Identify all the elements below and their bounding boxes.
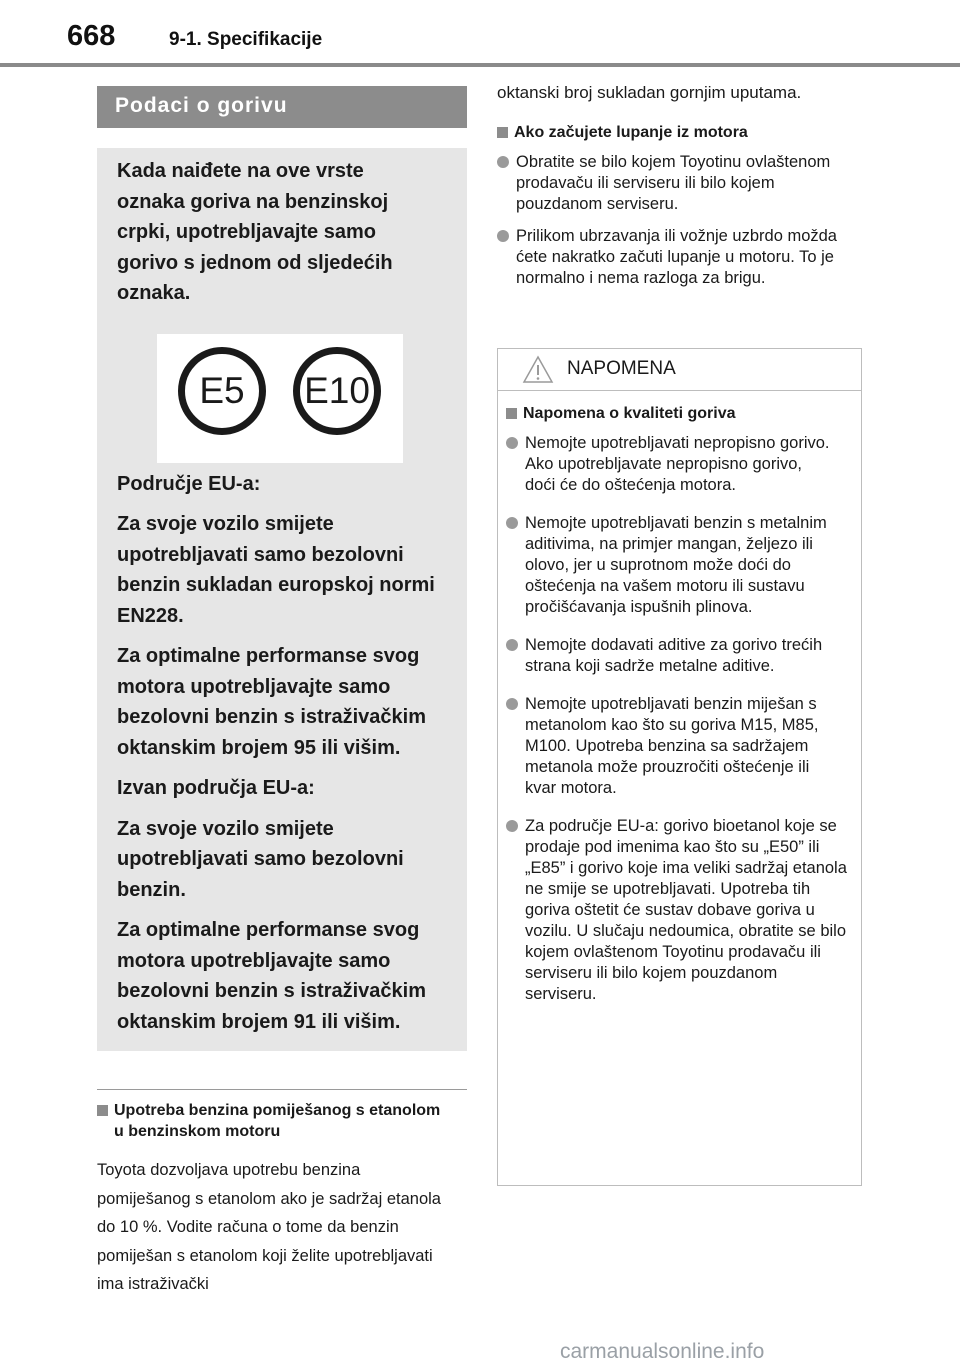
fuel-info-box (97, 148, 467, 1051)
square-bullet-icon (97, 1105, 108, 1116)
notice-bullet-text: Nemojte upotrebljavati nepropisno gorivo. Ako upotrebljavate nepropisno gorivo, doći će do oštećenja motora. (525, 434, 830, 494)
continuation-text: oktanski broj sukladan gornjim uputama. (497, 83, 802, 102)
notice-heading (506, 403, 849, 424)
notice-bullet (506, 816, 849, 1005)
notice-box (497, 348, 862, 1186)
notice-bullet (506, 635, 849, 677)
notice-body (498, 391, 861, 1005)
knock-column (497, 82, 867, 289)
eu-region-label: Područje EU-a: (117, 472, 261, 495)
knock-bullet (497, 152, 867, 215)
section-title: 9-1. Specifikacije (169, 29, 323, 50)
round-bullet-icon (497, 156, 509, 168)
knock-bullet-text: Prilikom ubrzavanja ili vožnje uzbrdo možda ćete nakratko začuti lupanje u motoru. To je normalno i nema razloga za brigu. (516, 227, 837, 287)
fuel-info-title: Podaci o gorivu (97, 86, 467, 128)
notice-title: NAPOMENA (567, 358, 676, 379)
square-bullet-icon (506, 408, 517, 419)
ethanol-heading-text: Upotreba benzina pomiješanog s etanolom u benzinskom motoru (114, 1102, 441, 1140)
knock-bullet (497, 226, 867, 289)
knock-bullet-text: Obratite se bilo kojem Toyotinu ovlaštenom prodavaču ili serviseru ili bilo kojem pouzdanom serviseru. (516, 153, 831, 213)
page-number: 668 (67, 20, 116, 52)
notice-bullet-text: Za područje EU-a: gorivo bioetanol koje se prodaje pod imenima kao što su „E50” ili „E85” i gorivo koje ima veliki sadržaj etanola ne smije se upotrebljavati. Upotreba tih goriva oštetit će sustav dobave goriva u vozilu. U slučaju nedoumica, obratite se bilo kojem ovlaštenom Toyotinu prodavaču ili serviseru ili bilo kojem pouzdanom serviseru. (525, 817, 847, 1003)
fuel-label-e10: E10 (293, 347, 381, 435)
notice-heading-text: Napomena o kvaliteti goriva (523, 405, 736, 422)
eu-fuel-requirement: Za svoje vozilo smijete upotrebljavati samo bezolovni benzin sukladan europskoj normi EN228. (117, 513, 435, 627)
notice-bullet (506, 694, 849, 799)
round-bullet-icon (506, 639, 518, 651)
fuel-label-panel (157, 334, 403, 463)
round-bullet-icon (506, 437, 518, 449)
notice-header (498, 349, 861, 391)
notice-bullet (506, 433, 849, 496)
fuel-label-e5: E5 (178, 347, 266, 435)
watermark: carmanualsonline.info (560, 1340, 765, 1363)
round-bullet-icon (506, 820, 518, 832)
page-header (0, 0, 960, 70)
ethanol-body: Toyota dozvoljava upotrebu benzina pomiješanog s etanolom ako je sadržaj etanola do 10 %. Vodite računa o tome da benzin pomiješan s etanolom koji želite upotrebljavati ima istraživački (97, 1161, 441, 1293)
fuel-info-column (97, 86, 467, 1051)
notice-bullet-text: Nemojte dodavati aditive za gorivo trećih strana koji sadrže metalne aditive. (525, 636, 823, 675)
eu-octane-recommendation: Za optimalne performanse svog motora upotrebljavajte samo bezolovni benzin s istraživačkim oktanskim brojem 95 ili višim. (117, 645, 426, 759)
fuel-info-intro: Kada naiđete na ove vrste oznaka goriva na benzinskoj crpki, upotrebljavajte samo gorivo s jednom od sljedećih oznaka. (117, 160, 393, 304)
notice-bullet-text: Nemojte upotrebljavati benzin s metalnim aditivima, na primjer mangan, željezo ili olovo, jer u suprotnom može doći do oštećenja na vašem motoru ili sustavu pročišćavanja ispušnih plinova. (525, 514, 827, 616)
non-eu-fuel-requirement: Za svoje vozilo smijete upotrebljavati samo bezolovni benzin. (117, 817, 404, 901)
knock-heading (497, 122, 867, 143)
round-bullet-icon (497, 230, 509, 242)
warning-icon (522, 355, 554, 384)
round-bullet-icon (506, 517, 518, 529)
header-divider (0, 63, 960, 67)
ethanol-heading (97, 1100, 467, 1142)
knock-heading-text: Ako začujete lupanje iz motora (514, 124, 748, 141)
ethanol-section (97, 1089, 467, 1299)
notice-bullet (506, 513, 849, 618)
notice-bullet-text: Nemojte upotrebljavati benzin miješan s metanolom kao što su goriva M15, M85, M100. Upotreba benzina sa sadržajem metanola može prouzročiti oštećenje ili kvar motora. (525, 695, 819, 797)
non-eu-octane-recommendation: Za optimalne performanse svog motora upotrebljavajte samo bezolovni benzin s istraživačkim oktanskim brojem 91 ili višim. (117, 919, 426, 1033)
round-bullet-icon (506, 698, 518, 710)
non-eu-region-label: Izvan područja EU-a: (117, 777, 315, 799)
square-bullet-icon (497, 127, 508, 138)
